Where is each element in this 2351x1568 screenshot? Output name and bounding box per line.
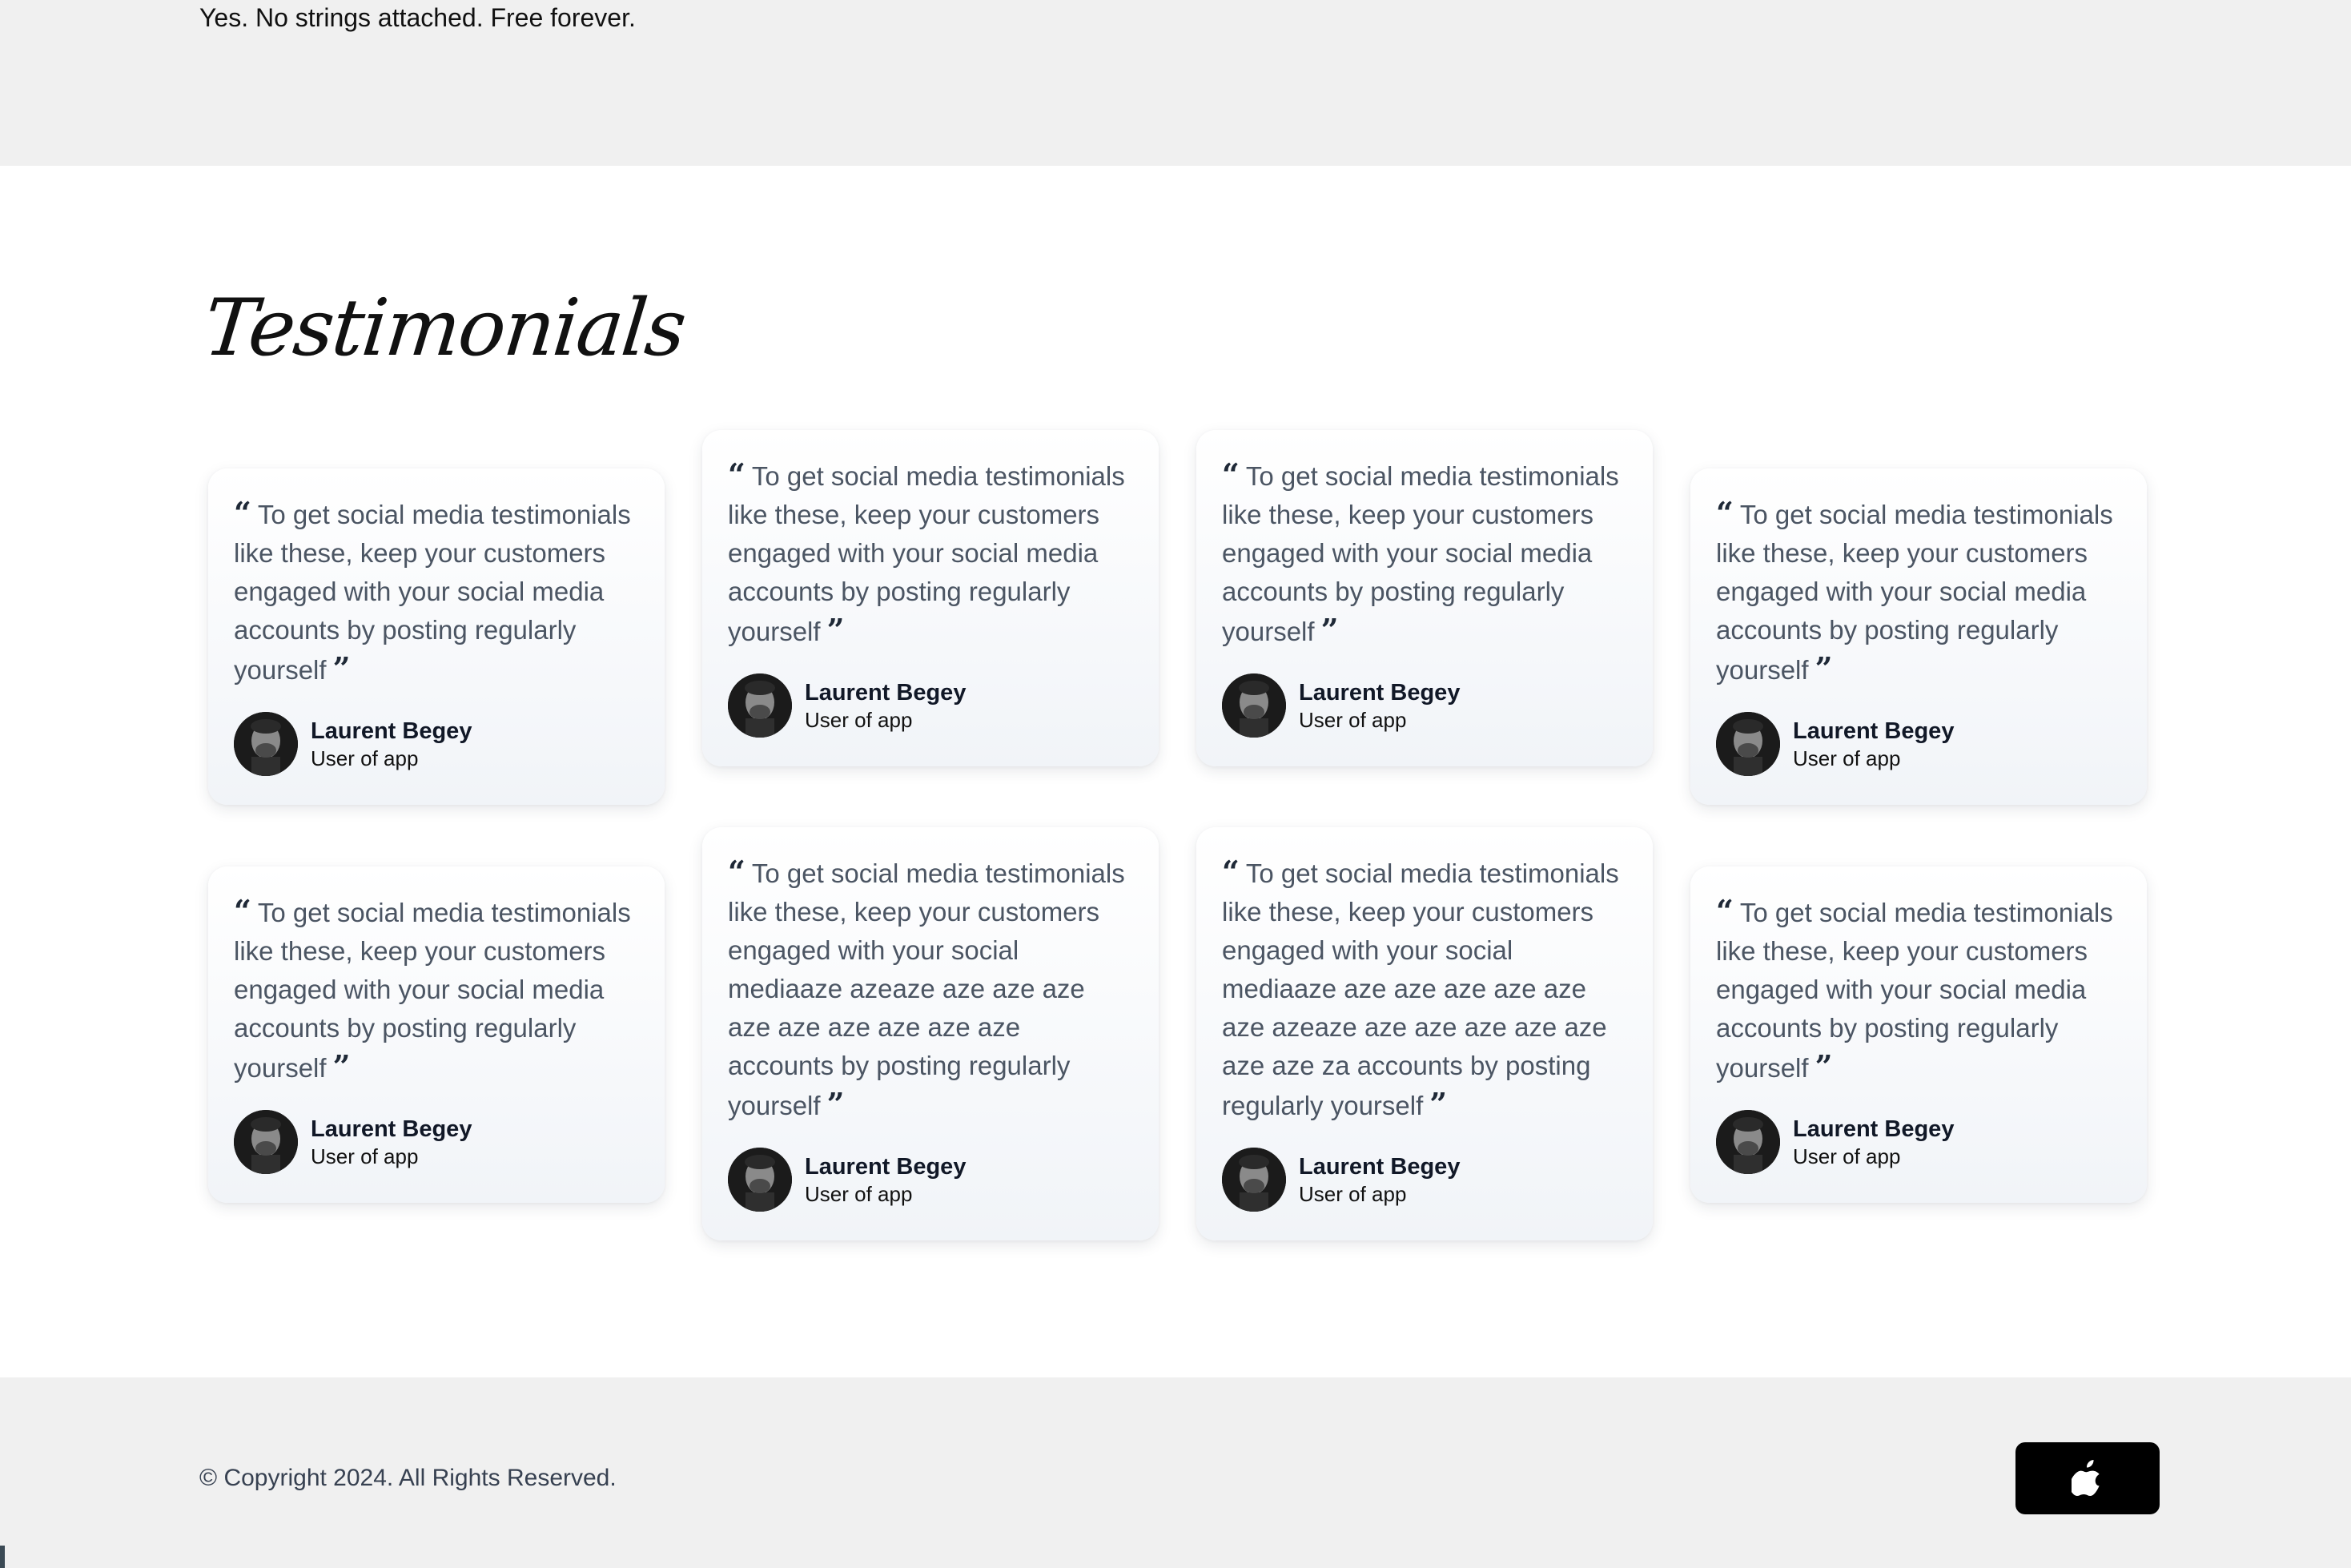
- testimonial-text: To get social media testimonials like these, keep your customers engaged with your social mediaaze azeaze aze aze aze aze aze aze aze aze aze accounts by posting regularly yourself: [728, 858, 1125, 1120]
- author-role: User of app: [311, 746, 419, 770]
- window-corner: [0, 1546, 5, 1568]
- open-quote-icon: “: [728, 854, 745, 890]
- author-role: User of app: [1299, 708, 1407, 732]
- avatar: [1716, 1110, 1780, 1174]
- testimonial-card: [1196, 430, 1653, 766]
- testimonial-quote: [728, 853, 1133, 1125]
- open-quote-icon: “: [1222, 854, 1240, 890]
- avatar: [1222, 673, 1286, 738]
- copyright-text: © Copyright 2024. All Rights Reserved.: [199, 1465, 617, 1491]
- testimonial-text: To get social media testimonials like these, keep your customers engaged with your social media accounts by posting regularly yourself: [728, 461, 1125, 646]
- author-role: User of app: [805, 1182, 913, 1206]
- testimonial-author: [234, 1110, 639, 1174]
- author-name: Laurent Begey: [1793, 1116, 1955, 1142]
- close-quote-icon: ”: [332, 650, 351, 686]
- testimonial-quote: [1716, 494, 2121, 690]
- testimonial-card: [702, 827, 1159, 1240]
- author-name: Laurent Begey: [805, 1154, 967, 1180]
- author-role: User of app: [1793, 746, 1901, 770]
- testimonial-card: [702, 430, 1159, 766]
- testimonial-card: [1196, 827, 1653, 1240]
- faq-answer-text: Yes. No strings attached. Free forever.: [199, 3, 636, 32]
- open-quote-icon: “: [728, 456, 745, 493]
- testimonial-quote: [1222, 456, 1627, 651]
- close-quote-icon: ”: [826, 612, 845, 648]
- author-name: Laurent Begey: [805, 680, 967, 706]
- testimonial-text: To get social media testimonials like these, keep your customers engaged with your social media accounts by posting regularly yourself: [234, 500, 631, 685]
- testimonial-quote: [234, 494, 639, 690]
- testimonial-author: [1716, 712, 2121, 776]
- avatar: [728, 1148, 792, 1212]
- testimonial-author: [728, 1148, 1133, 1212]
- open-quote-icon: “: [1222, 456, 1240, 493]
- avatar: [1716, 712, 1780, 776]
- author-role: User of app: [1793, 1144, 1901, 1168]
- testimonial-card: [208, 866, 665, 1203]
- app-store-button[interactable]: [2015, 1442, 2160, 1514]
- author-name: Laurent Begey: [1299, 680, 1461, 706]
- testimonial-author: [234, 712, 639, 776]
- close-quote-icon: ”: [826, 1086, 845, 1122]
- author-name: Laurent Begey: [311, 718, 472, 744]
- avatar: [234, 712, 298, 776]
- close-quote-icon: ”: [332, 1048, 351, 1084]
- testimonial-text: To get social media testimonials like these, keep your customers engaged with your social media accounts by posting regularly yourself: [1716, 898, 2113, 1083]
- close-quote-icon: ”: [1814, 650, 1833, 686]
- testimonial-text: To get social media testimonials like these, keep your customers engaged with your social media accounts by posting regularly yourself: [1222, 461, 1619, 646]
- testimonial-author: [1222, 673, 1627, 738]
- testimonials-title: Testimonials: [199, 283, 689, 374]
- author-role: User of app: [805, 708, 913, 732]
- author-name: Laurent Begey: [1299, 1154, 1461, 1180]
- close-quote-icon: ”: [1429, 1086, 1448, 1122]
- testimonial-card: [208, 468, 665, 805]
- close-quote-icon: ”: [1814, 1048, 1833, 1084]
- apple-icon: [2072, 1457, 2104, 1500]
- avatar: [1222, 1148, 1286, 1212]
- open-quote-icon: “: [1716, 893, 1734, 929]
- author-name: Laurent Begey: [1793, 718, 1955, 744]
- author-role: User of app: [311, 1144, 419, 1168]
- testimonial-author: [728, 673, 1133, 738]
- author-name: Laurent Begey: [311, 1116, 472, 1142]
- testimonial-card: [1690, 468, 2147, 805]
- testimonial-quote: [1716, 892, 2121, 1088]
- faq-section: [0, 0, 2351, 166]
- testimonial-text: To get social media testimonials like these, keep your customers engaged with your social media accounts by posting regularly yourself: [1716, 500, 2113, 685]
- testimonial-quote: [234, 892, 639, 1088]
- open-quote-icon: “: [1716, 495, 1734, 531]
- avatar: [234, 1110, 298, 1174]
- avatar: [728, 673, 792, 738]
- close-quote-icon: ”: [1320, 612, 1339, 648]
- testimonial-text: To get social media testimonials like these, keep your customers engaged with your social mediaaze aze aze aze aze aze aze azeaze aze aze aze aze aze aze aze za accounts by posting regularly yourself: [1222, 858, 1619, 1120]
- open-quote-icon: “: [234, 495, 251, 531]
- testimonial-card: [1690, 866, 2147, 1203]
- testimonial-quote: [728, 456, 1133, 651]
- open-quote-icon: “: [234, 893, 251, 929]
- testimonial-author: [1716, 1110, 2121, 1174]
- testimonial-author: [1222, 1148, 1627, 1212]
- testimonial-text: To get social media testimonials like these, keep your customers engaged with your social media accounts by posting regularly yourself: [234, 898, 631, 1083]
- author-role: User of app: [1299, 1182, 1407, 1206]
- testimonial-quote: [1222, 853, 1627, 1125]
